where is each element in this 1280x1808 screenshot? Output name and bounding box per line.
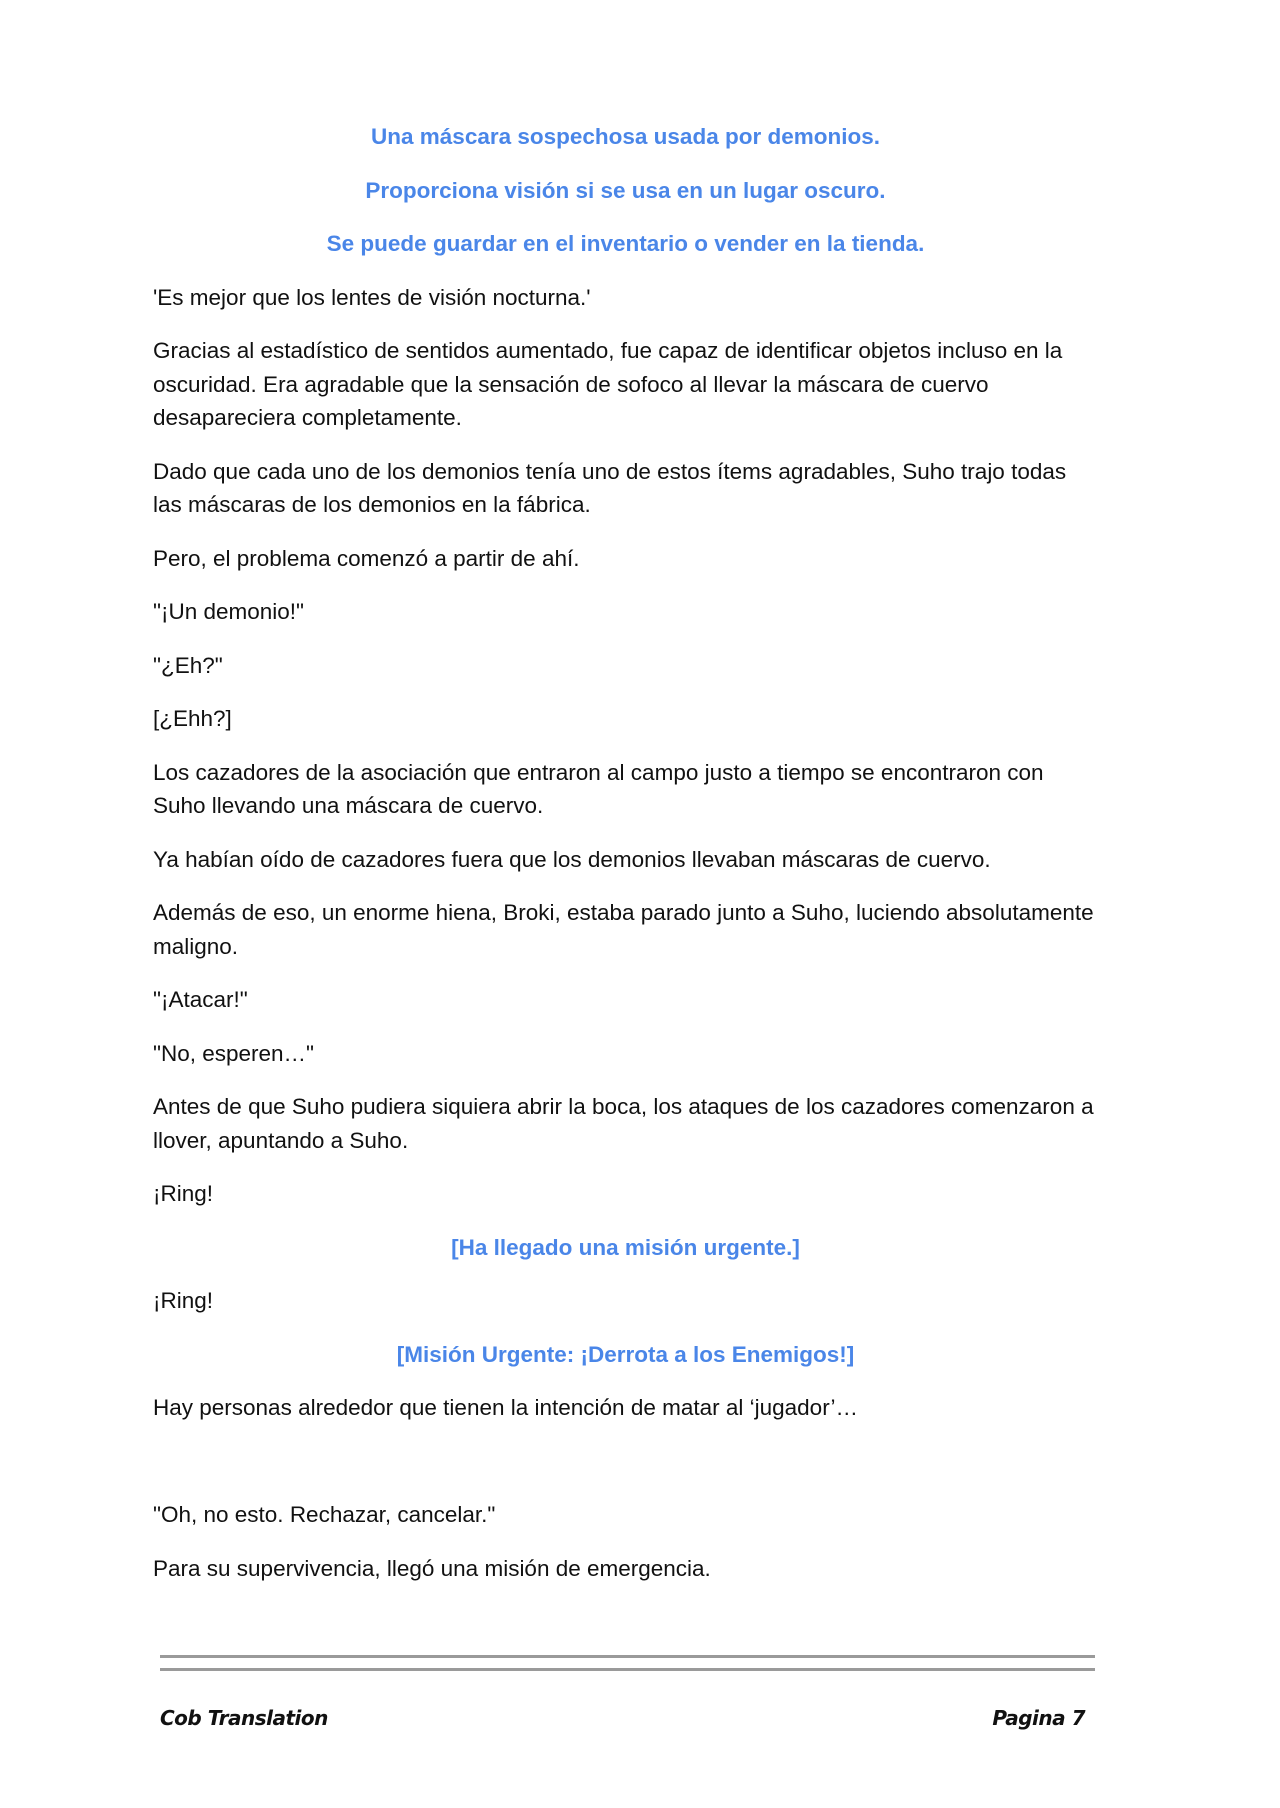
paragraph: Gracias al estadístico de sentidos aumentado, fue capaz de identificar objetos incluso en la oscuridad. Era agradable que la sensación de sofoco al llevar la máscara de cuervo desapareciera completamente. bbox=[153, 338, 1063, 430]
paragraph: [¿Ehh?] bbox=[153, 706, 232, 731]
system-message: Proporciona visión si se usa en un lugar oscuro. bbox=[365, 177, 886, 203]
paragraph: Los cazadores de la asociación que entraron al campo justo a tiempo se encontraron con Suho llevando una máscara de cuervo. bbox=[153, 759, 1044, 818]
paragraph: "¡Atacar!" bbox=[153, 987, 248, 1012]
paragraph: Para su supervivencia, llegó una misión de emergencia. bbox=[153, 1555, 711, 1581]
footer-divider-top bbox=[160, 1655, 1095, 1658]
paragraph: "¿Eh?" bbox=[153, 652, 223, 678]
footer-page-number: Pagina 7 bbox=[992, 1706, 1085, 1730]
system-message: Se puede guardar en el inventario o vender en la tienda. bbox=[326, 231, 925, 256]
paragraph: "Oh, no esto. Rechazar, cancelar." bbox=[153, 1502, 496, 1527]
paragraph: Ya habían oído de cazadores fuera que los demonios llevaban máscaras de cuervo. bbox=[153, 846, 991, 872]
system-message: [Ha llegado una misión urgente.] bbox=[451, 1234, 800, 1260]
document-body bbox=[153, 120, 1098, 1605]
paragraph: ¡Ring! bbox=[153, 1288, 214, 1313]
empty-paragraph bbox=[153, 1445, 1098, 1479]
paragraph: Antes de que Suho pudiera siquiera abrir la boca, los ataques de los cazadores comenzaron a llover, apuntando a Suho. bbox=[153, 1094, 1094, 1153]
footer-divider-bottom bbox=[160, 1668, 1095, 1671]
paragraph: Pero, el problema comenzó a partir de ahí. bbox=[153, 545, 580, 571]
system-message: [Misión Urgente: ¡Derrota a los Enemigos!] bbox=[396, 1341, 855, 1367]
paragraph: Dado que cada uno de los demonios tenía uno de estos ítems agradables, Suho trajo todas las máscaras de los demonios en la fábrica. bbox=[153, 458, 1067, 517]
paragraph: ¡Ring! bbox=[153, 1181, 214, 1206]
system-message: Una máscara sospechosa usada por demonios. bbox=[371, 124, 880, 149]
paragraph: "No, esperen…" bbox=[153, 1040, 315, 1066]
footer-translator-credit: Cob Translation bbox=[160, 1706, 328, 1730]
paragraph: "¡Un demonio!" bbox=[153, 599, 305, 624]
paragraph: Hay personas alrededor que tienen la intención de matar al ‘jugador’… bbox=[153, 1395, 859, 1420]
paragraph: 'Es mejor que los lentes de visión nocturna.' bbox=[153, 284, 591, 310]
paragraph: Además de eso, un enorme hiena, Broki, estaba parado junto a Suho, luciendo absolutamente maligno. bbox=[153, 900, 1094, 959]
